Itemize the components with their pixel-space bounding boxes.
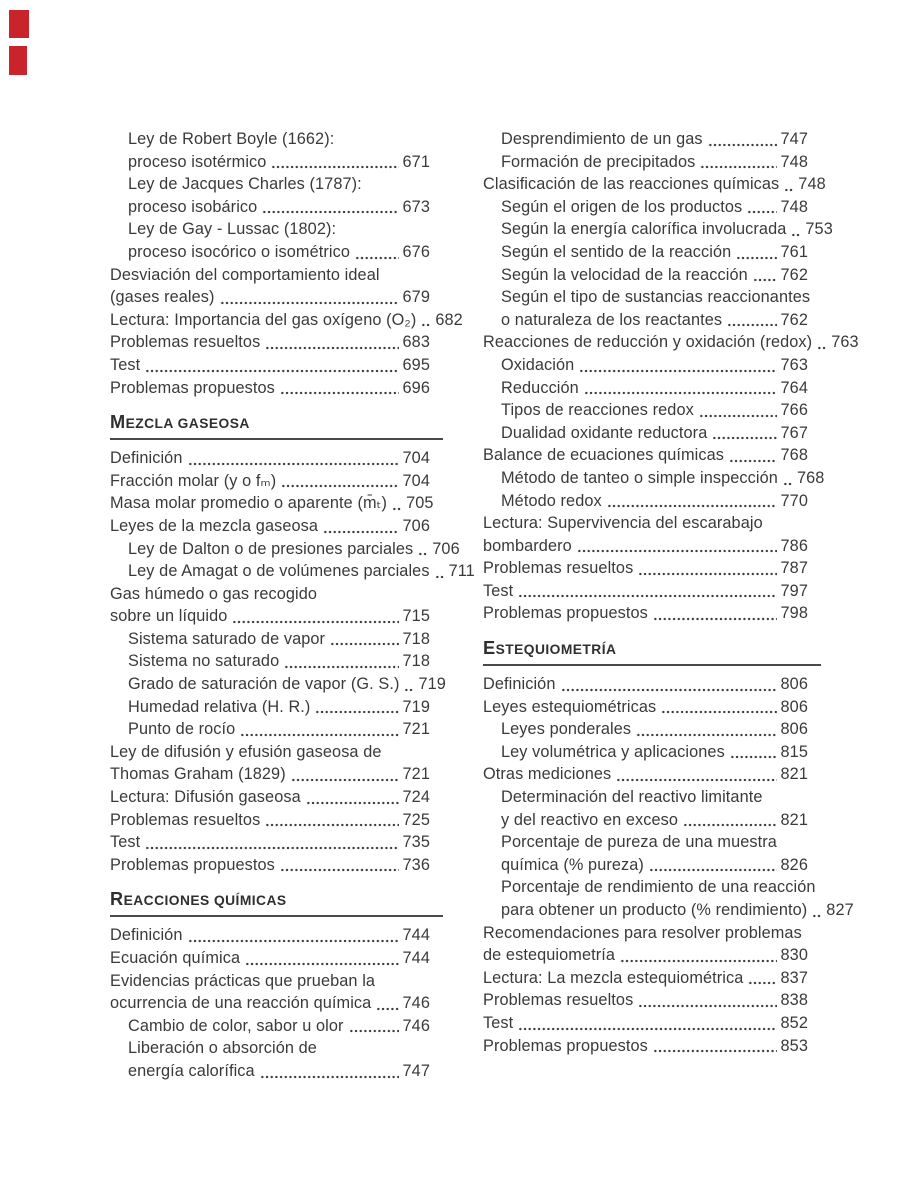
toc-entry-label: Cambio de color, sabor u olor [128, 1016, 344, 1035]
toc-entry-label: Ley de Robert Boyle (1662): [128, 130, 335, 148]
toc-entry-label: Según la velocidad de la reacción [501, 265, 748, 284]
toc-page-number: 695 [402, 355, 430, 374]
dot-leader [784, 188, 794, 192]
toc-entry-label: Problemas propuestos [483, 604, 648, 623]
toc-entry-label: Método de tanteo o simple inspección [501, 468, 778, 487]
toc-entry [483, 286, 811, 309]
toc-entry [483, 989, 808, 1012]
dot-leader [561, 688, 777, 692]
dot-leader [271, 165, 398, 169]
toc-entry-label: de estequiometría [483, 946, 616, 965]
red-bookmark-mark [9, 46, 27, 75]
toc-entry [483, 557, 808, 580]
toc-page-number: 830 [780, 946, 808, 965]
toc-entry-label: Ley de Dalton o de presiones parciales [128, 539, 414, 558]
dot-leader [392, 507, 402, 511]
dot-leader [265, 823, 398, 827]
toc-entry-label: Porcentaje de rendimiento de una reacción [501, 878, 816, 897]
dot-leader [240, 733, 398, 737]
toc-page-number: 711 [448, 562, 475, 581]
toc-entry [483, 854, 808, 877]
toc-entry [483, 1012, 808, 1035]
toc-page-number: 821 [780, 765, 808, 784]
toc-entry [483, 173, 826, 196]
toc-entry-label: Según el origen de los productos [501, 197, 743, 216]
toc-entry-label: Problemas propuestos [110, 378, 275, 397]
toc-entry-label: Ley de difusión y efusión gaseosa de [110, 742, 382, 761]
toc-page-number: 768 [796, 468, 825, 487]
toc-entry [110, 970, 430, 993]
toc-page-number: 736 [402, 855, 430, 874]
dot-leader [376, 1007, 398, 1011]
toc-page-number: 673 [402, 197, 430, 216]
toc-entry-label: Problemas resueltos [110, 333, 261, 352]
toc-entry [110, 151, 430, 174]
toc-page-number: 763 [831, 333, 859, 352]
toc-entry-label: y del reactivo en exceso [501, 810, 679, 829]
toc-entry-label: Leyes de la mezcla gaseosa [110, 516, 319, 535]
toc-entry [110, 831, 430, 854]
toc-entry [110, 947, 430, 970]
toc-column-left [110, 128, 475, 1083]
toc-entry-label: Sistema saturado de vapor [128, 629, 326, 648]
toc-entry [483, 809, 808, 832]
toc-page-number: 821 [780, 810, 808, 829]
dot-leader [649, 868, 777, 872]
toc-page-number: 676 [402, 242, 430, 261]
dot-leader [145, 846, 398, 850]
dot-leader [315, 710, 398, 714]
toc-entry-label: Lectura: Supervivencia del escarabajo [483, 514, 763, 533]
toc-entry-label: Según el sentido de la reacción [501, 242, 732, 261]
toc-entry-label: Gas húmedo o gas recogido [110, 584, 318, 603]
toc-page-number: 718 [402, 652, 430, 671]
toc-entry-label: Oxidación [501, 355, 575, 374]
dot-leader [323, 530, 398, 534]
toc-entry-label: Lectura: La mezcla estequiométrica [483, 968, 744, 987]
toc-entry-label: Dualidad oxidante reductora [501, 423, 708, 442]
dot-leader [579, 369, 776, 373]
toc-entry [483, 602, 808, 625]
toc-entry-label: Ecuación química [110, 949, 241, 967]
toc-page-number: 682 [435, 310, 463, 329]
toc-page-number: 786 [780, 536, 808, 555]
toc-page-number: 764 [780, 378, 808, 397]
dot-leader [727, 323, 776, 327]
toc-entry-label: Grado de saturación de vapor (G. S.) [128, 675, 400, 694]
dot-leader [747, 210, 776, 214]
toc-page-number: 724 [402, 788, 430, 807]
toc-entry-label: Balance de ecuaciones químicas [483, 446, 725, 465]
toc-entry-label: Evidencias prácticas que prueban la [110, 971, 376, 990]
toc-entry [110, 286, 430, 309]
toc-page-number: 806 [780, 675, 808, 694]
toc-entry-label: Sistema no saturado [128, 652, 280, 671]
toc-page-number: 815 [780, 742, 808, 761]
toc-entry [483, 922, 808, 945]
toc-entry [110, 218, 430, 241]
toc-entry [483, 831, 808, 854]
toc-entry-label: proceso isocórico o isométrico [128, 242, 350, 261]
toc-entry-label: energía calorífica [128, 1061, 255, 1080]
toc-entry-label: Reducción [501, 378, 579, 397]
toc-entry [483, 196, 808, 219]
toc-page-number: 735 [402, 833, 430, 852]
toc-entry [110, 447, 430, 470]
toc-page-number: 706 [432, 539, 460, 558]
dot-leader [281, 484, 398, 488]
dot-leader [620, 959, 777, 963]
toc-page-number: 748 [780, 152, 808, 171]
dot-leader [421, 323, 431, 327]
toc-entry [110, 763, 430, 786]
toc-entry [483, 264, 808, 287]
toc-entry [483, 377, 808, 400]
toc-entry [110, 809, 430, 832]
toc-page-number: 761 [780, 242, 808, 261]
toc-entry-label: Porcentaje de pureza de una muestra [501, 833, 777, 852]
toc-entry [110, 741, 430, 764]
red-bookmark-mark [9, 10, 29, 38]
toc-entry-label: Clasificación de las reacciones químicas [483, 175, 780, 194]
toc-page-number: 746 [402, 1016, 430, 1035]
toc-page-number: 704 [402, 449, 430, 468]
toc-page-number: 671 [402, 152, 430, 171]
dot-leader [708, 143, 777, 147]
toc-entry [483, 444, 808, 467]
toc-entry-label: Test [110, 833, 141, 852]
toc-page-number: 762 [780, 265, 808, 284]
section-header-title: REACCIONES QUÍMICAS [110, 889, 287, 910]
toc-entry-label: o naturaleza de los reactantes [501, 310, 723, 329]
toc-page-number: 706 [402, 516, 430, 535]
dot-leader [260, 1075, 399, 1079]
toc-entry-label: Ley de Gay - Lussac (1802): [128, 220, 337, 239]
toc-entry-label: Según el tipo de sustancias reaccionantes [501, 288, 811, 307]
toc-entry [483, 399, 808, 422]
toc-page-number: 787 [780, 559, 808, 578]
toc-entry-label: Ley de Amagat o de volúmenes parciales [128, 562, 430, 581]
toc-entry-label: Definición [110, 449, 183, 468]
toc-entry-label: Problemas resueltos [110, 810, 261, 829]
toc-entry-label: Reacciones de reducción y oxidación (redox) [483, 333, 813, 352]
toc-entry [110, 309, 463, 332]
toc-page-number: 704 [402, 471, 430, 490]
toc-entry [110, 128, 430, 151]
toc-entry [483, 490, 808, 513]
dot-leader [291, 778, 399, 782]
toc-entry [110, 992, 430, 1015]
toc-page-number: 753 [805, 220, 833, 239]
toc-entry [110, 241, 430, 264]
toc-entry-label: Masa molar promedio o aparente (m̄ₜ) [110, 494, 388, 513]
toc-page-number: 718 [402, 629, 430, 648]
dot-leader [812, 914, 822, 918]
toc-entry-label: proceso isobárico [128, 197, 258, 216]
dot-leader [661, 710, 776, 714]
toc-page-number: 762 [780, 310, 808, 329]
toc-entry [483, 944, 808, 967]
toc-page-number: 768 [780, 446, 808, 465]
toc-page-number: 719 [418, 675, 446, 694]
toc-entry [110, 560, 475, 583]
toc-page-number: 683 [402, 333, 430, 352]
toc-page-number: 746 [402, 994, 430, 1013]
toc-entry [483, 241, 808, 264]
dot-leader [729, 459, 776, 463]
dot-leader [265, 346, 398, 350]
dot-leader [220, 301, 399, 305]
toc-entry-label: Desviación del comportamiento ideal [110, 265, 380, 284]
toc-entry-label: Definición [110, 926, 183, 945]
dot-leader [638, 1004, 776, 1008]
toc-entry-label: Lectura: Difusión gaseosa [110, 788, 301, 807]
dot-leader [188, 939, 399, 943]
toc-entry [483, 673, 808, 696]
dot-leader [638, 572, 776, 576]
toc-entry [483, 580, 808, 603]
dot-leader [653, 617, 777, 621]
toc-entry [110, 492, 434, 515]
toc-page-number: 806 [780, 720, 808, 739]
dot-leader [349, 1029, 399, 1033]
toc-entry [110, 538, 460, 561]
dot-leader [730, 755, 777, 759]
dot-leader [700, 165, 776, 169]
toc-entry-label: para obtener un producto (% rendimiento) [501, 901, 808, 919]
toc-entry [110, 331, 430, 354]
toc-entry [110, 628, 430, 651]
section-header-title: MEZCLA GASEOSA [110, 412, 250, 433]
toc-entry-label: Leyes ponderales [501, 720, 632, 739]
dot-leader [418, 552, 428, 556]
dot-leader [783, 482, 793, 486]
toc-page-number: 806 [780, 697, 808, 716]
toc-entry [483, 967, 808, 990]
toc-entry-label: Método redox [501, 491, 602, 510]
dot-leader [791, 233, 801, 237]
dot-leader [753, 278, 777, 282]
toc-entry [483, 741, 808, 764]
toc-entry [110, 673, 446, 696]
toc-entry-label: Según la energía calorífica involucrada [501, 220, 787, 239]
toc-entry-label: ocurrencia de una reacción química [110, 994, 372, 1013]
toc-entry-label: Test [483, 1013, 514, 1032]
toc-entry [483, 763, 808, 786]
toc-entry-label: Lectura: Importancia del gas oxígeno (O₂) [110, 310, 417, 329]
toc-entry [110, 583, 430, 606]
toc-page-number: 696 [402, 378, 430, 397]
dot-leader [355, 256, 399, 260]
toc-entry [483, 422, 808, 445]
toc-entry-label: Thomas Graham (1829) [110, 765, 286, 784]
section-header [110, 889, 443, 917]
dot-leader [245, 962, 398, 966]
toc-page-number: 838 [780, 991, 808, 1010]
toc-page-number: 853 [780, 1036, 808, 1055]
toc-entry-label: Recomendaciones para resolver problemas [483, 923, 802, 942]
toc-entry-label: Leyes estequiométricas [483, 697, 657, 716]
toc-entry [483, 218, 833, 241]
toc-page-number: 748 [798, 175, 826, 194]
toc-page-number: 798 [780, 604, 808, 623]
toc-entry [483, 128, 808, 151]
toc-entry [110, 1015, 430, 1038]
toc-entry [483, 899, 854, 922]
toc-entry-label: Desprendimiento de un gas [501, 130, 703, 148]
toc-entry [483, 696, 808, 719]
toc-entry-label: Problemas propuestos [483, 1036, 648, 1055]
toc-entry [483, 512, 808, 535]
toc-entry [110, 650, 430, 673]
toc-entry [483, 331, 859, 354]
toc-entry-label: Fracción molar (y o fₘ) [110, 471, 277, 490]
toc-entry-label: proceso isotérmico [128, 152, 267, 171]
toc-page-number: 719 [402, 697, 430, 716]
toc-entry [483, 876, 816, 899]
toc-entry [110, 718, 430, 741]
toc-entry [110, 377, 430, 400]
toc-page-number: 852 [780, 1013, 808, 1032]
toc-page-number: 721 [402, 765, 430, 784]
dot-leader [748, 981, 776, 985]
dot-leader [188, 462, 399, 466]
section-header [483, 638, 821, 666]
toc-entry-label: Definición [483, 675, 556, 694]
toc-page-number: 837 [780, 968, 808, 987]
dot-leader [712, 436, 776, 440]
toc-page-number: 721 [402, 720, 430, 739]
dot-leader [280, 868, 399, 872]
toc-page-number: 827 [826, 901, 854, 919]
toc-page-number: 747 [402, 1061, 430, 1080]
toc-entry-label: Ley de Jacques Charles (1787): [128, 175, 362, 194]
toc-entry [110, 354, 430, 377]
toc-entry-label: Punto de rocío [128, 720, 236, 739]
toc-page-number: 715 [402, 607, 430, 626]
toc-entry [483, 535, 808, 558]
toc-page-number: 744 [402, 949, 430, 967]
toc-entry [110, 196, 430, 219]
dot-leader [284, 665, 398, 669]
toc-entry-label: Liberación o absorción de [128, 1039, 317, 1058]
toc-entry-label: sobre un líquido [110, 607, 228, 626]
toc-entry-label: Humedad relativa (H. R.) [128, 697, 311, 716]
toc-page-number: 767 [780, 423, 808, 442]
dot-leader [683, 823, 776, 827]
dot-leader [636, 733, 776, 737]
dot-leader [817, 346, 827, 350]
dot-leader [518, 1027, 776, 1031]
toc-entry [483, 467, 825, 490]
toc-entry [110, 924, 430, 947]
toc-entry-label: Formación de precipitados [501, 152, 696, 171]
dot-leader [518, 594, 776, 598]
toc-entry-label: química (% pureza) [501, 855, 644, 874]
toc-entry [110, 1037, 430, 1060]
dot-leader [699, 414, 777, 418]
section-header [110, 412, 443, 440]
dot-leader [577, 549, 777, 553]
toc-entry [110, 1060, 430, 1083]
toc-entry-label: Determinación del reactivo limitante [501, 788, 763, 807]
toc-entry-label: bombardero [483, 536, 572, 555]
dot-leader [736, 256, 776, 260]
dot-leader [607, 504, 777, 508]
toc-entry [483, 309, 808, 332]
toc-entry-label: Tipos de reacciones redox [501, 401, 694, 420]
dot-leader [616, 778, 776, 782]
toc-entry [110, 605, 430, 628]
toc-page-number: 679 [402, 288, 430, 307]
toc-entry-label: Ley volumétrica y aplicaciones [501, 742, 725, 761]
dot-leader [653, 1049, 777, 1053]
toc-entry-label: Problemas propuestos [110, 855, 275, 874]
toc-page-number: 748 [780, 197, 808, 216]
toc-entry [110, 696, 430, 719]
toc-column-right [483, 128, 859, 1083]
toc-page-number: 705 [406, 494, 434, 513]
dot-leader [404, 688, 414, 692]
toc-entry [483, 354, 808, 377]
dot-leader [262, 210, 398, 214]
toc-entry [110, 173, 430, 196]
dot-leader [145, 369, 398, 373]
toc-entry [483, 151, 808, 174]
toc-entry [483, 786, 808, 809]
toc-entry [483, 1035, 808, 1058]
toc-page-number: 797 [780, 581, 808, 600]
toc-entry-label: Test [483, 581, 514, 600]
dot-leader [435, 575, 445, 579]
toc-page-number: 747 [780, 130, 808, 148]
dot-leader [330, 642, 398, 646]
dot-leader [306, 801, 399, 805]
toc-page-number: 763 [780, 355, 808, 374]
toc-page-number: 725 [402, 810, 430, 829]
toc-entry [110, 786, 430, 809]
toc-entry-label: (gases reales) [110, 288, 215, 307]
toc-entry [110, 854, 430, 877]
toc-entry [110, 470, 430, 493]
dot-leader [280, 391, 399, 395]
toc-entry [110, 515, 430, 538]
toc-page-number: 766 [780, 401, 808, 420]
dot-leader [584, 391, 777, 395]
toc-entry [483, 718, 808, 741]
toc-page-number: 770 [780, 491, 808, 510]
section-header-title: ESTEQUIOMETRÍA [483, 638, 617, 659]
toc-page-number: 744 [402, 926, 430, 945]
toc-entry [110, 264, 430, 287]
toc-page-number: 826 [780, 855, 808, 874]
toc-entry-label: Test [110, 355, 141, 374]
toc-entry-label: Problemas resueltos [483, 559, 634, 578]
dot-leader [232, 620, 398, 624]
toc-entry-label: Problemas resueltos [483, 991, 634, 1010]
toc-entry-label: Otras mediciones [483, 765, 612, 784]
